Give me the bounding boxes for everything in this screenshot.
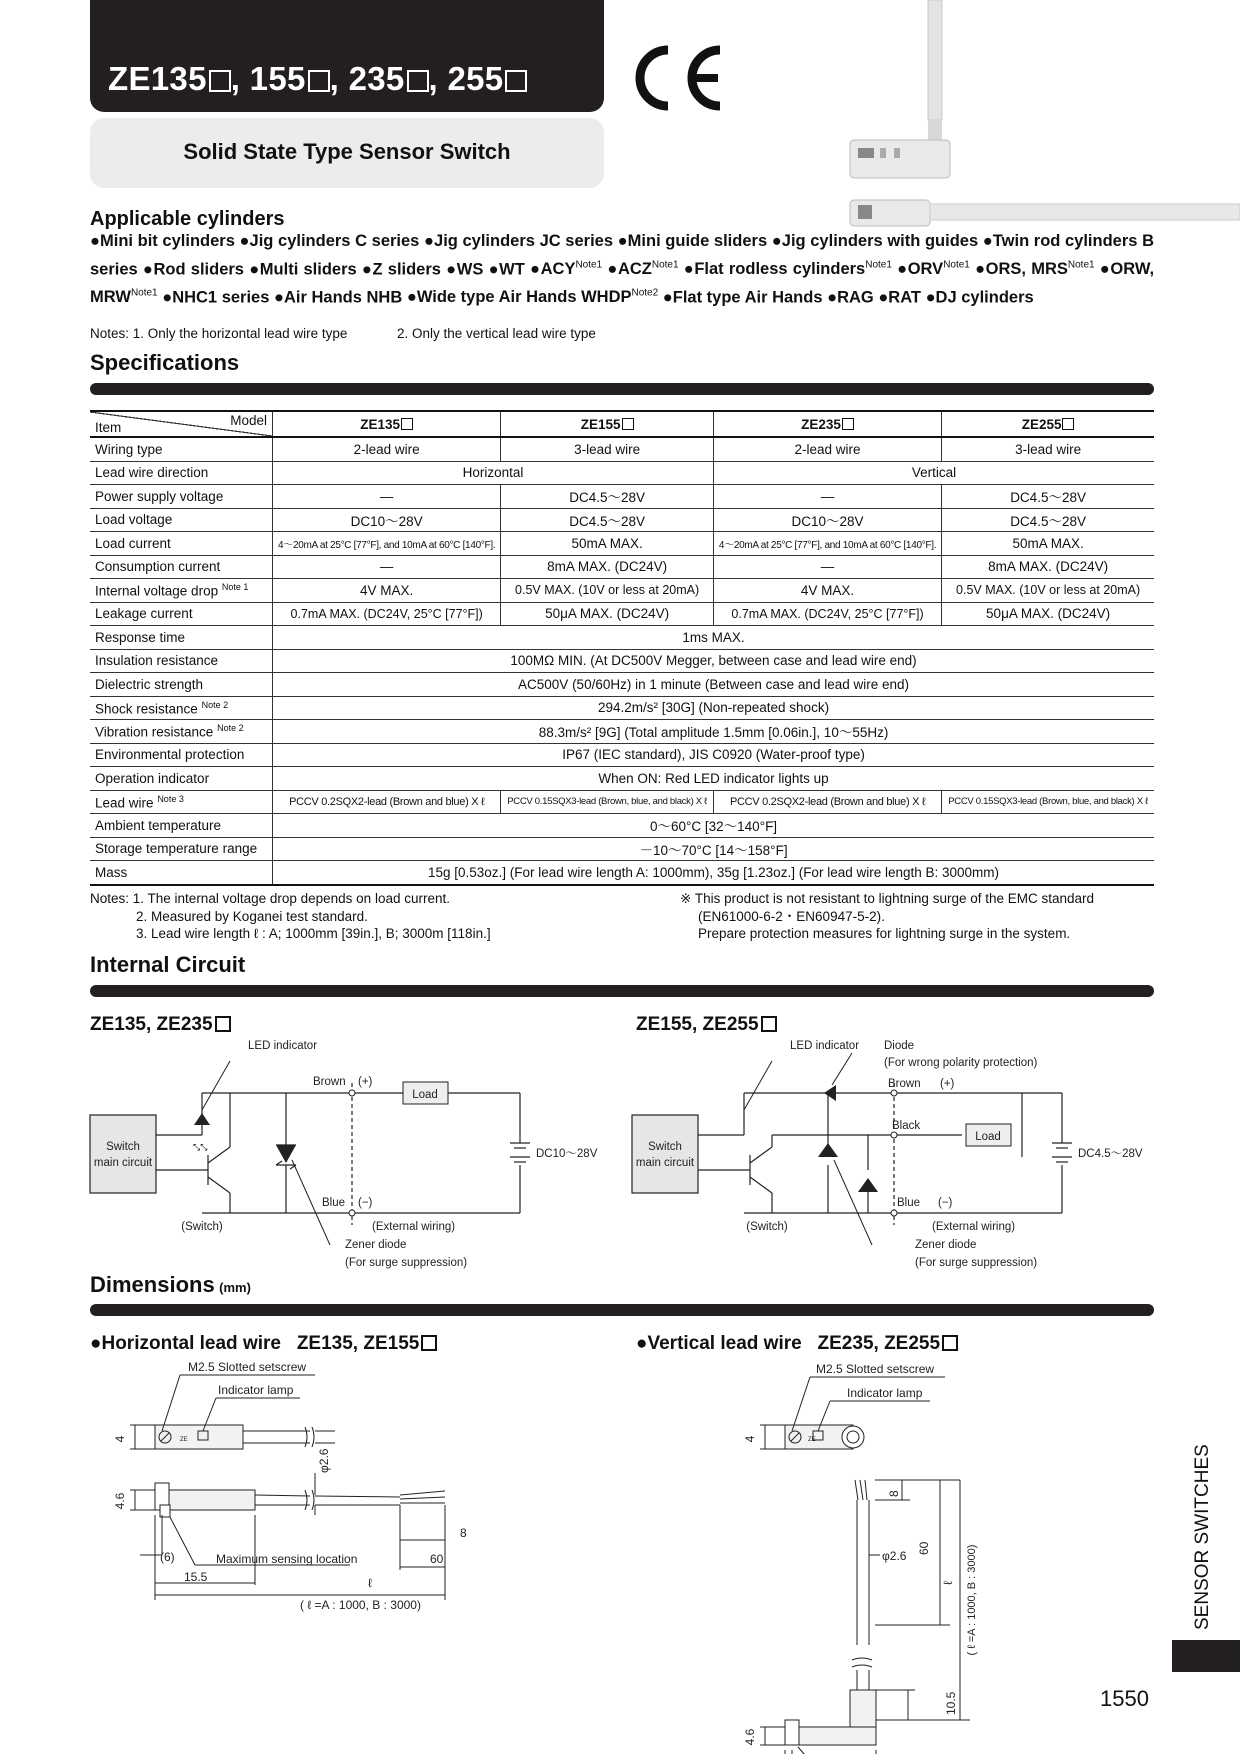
list-item: ●Mini bit cylinders [90,232,235,250]
applicable-list [90,230,1154,310]
svg-text:M2.5 Slotted setscrew: M2.5 Slotted setscrew [816,1362,935,1376]
table-row: Ambient temperature 0～60°C [32～140°F] [90,814,1154,838]
svg-text:( ℓ =A : 1000, B : 3000): ( ℓ =A : 1000, B : 3000) [300,1598,421,1612]
spec-notes-right: ※ This product is not resistant to lightning surge of the EMC standard (EN61000-6-2・EN60947-5-2). Prepare protection measures for lightning surge in the system. [680,891,1095,941]
svg-text:10.5: 10.5 [944,1691,958,1715]
svg-text:(For surge suppression): (For surge suppression) [345,1257,468,1269]
svg-text:ZE: ZE [180,1437,188,1443]
ce-mark-icon [620,38,730,118]
svg-text:Brown: Brown [888,1078,921,1090]
page-title: ZE135 , 155 , 235 , 255 [108,60,527,98]
header-item: Item [95,420,122,435]
model-header: ZE235 [713,411,941,437]
circuit-diagram-right [632,1035,1172,1275]
svg-text:(For wrong polarity protection: (For wrong polarity protection) [884,1057,1038,1069]
list-item: ●WS [446,260,484,278]
list-item: ●NHC1 series [162,288,270,306]
section-divider [90,985,1154,997]
page-number: 1550 [1100,1686,1149,1711]
svg-text:Indicator lamp: Indicator lamp [847,1386,923,1400]
svg-text:(6): (6) [160,1550,175,1564]
sidebar-tab [1172,1640,1240,1672]
circuit-heading: Internal Circuit [90,952,246,977]
svg-text:Indicator lamp: Indicator lamp [218,1383,294,1397]
list-item: ●DJ cylinders [925,288,1034,306]
list-item: ●Flat type Air Hands [662,288,823,306]
svg-text:M2.5 Slotted setscrew: M2.5 Slotted setscrew [188,1360,307,1374]
svg-text:(Switch): (Switch) [746,1221,788,1233]
svg-text:φ2.6: φ2.6 [882,1549,907,1563]
list-item: $●ACZ^{Note1}$ [607,259,679,278]
svg-text:Zener diode: Zener diode [345,1239,407,1251]
list-item: ●Wide type Air Hands $WHDP^{Note2}$ [406,287,659,306]
table-row: Environmental protection IP67 (IEC standard), JIS C0920 (Water-proof type) [90,743,1154,767]
model-header: ZE155 [501,411,714,437]
svg-text:(For surge suppression): (For surge suppression) [915,1257,1038,1269]
svg-text:(External wiring): (External wiring) [372,1221,456,1233]
model-header: ZE135 [273,411,501,437]
table-row: Mass 15g [0.53oz.] (For lead wire length A: 1000mm), 35g [1.23oz.] (For lead wire length B: 3000mm) [90,861,1154,885]
svg-text:φ2.6: φ2.6 [317,1448,331,1473]
list-item: ●Jig cylinders JC series [424,232,614,250]
svg-text:4: 4 [743,1435,757,1443]
dims-vertical-title: ●Vertical lead wire ZE235, ZE255 [636,1333,958,1355]
applicable-heading: Applicable cylinders [90,208,285,230]
svg-text:15.5: 15.5 [184,1570,208,1584]
table-row: Response time 1ms MAX. [90,626,1154,650]
svg-text:(+): (+) [358,1076,373,1088]
svg-text:4: 4 [113,1435,127,1443]
svg-text:Diode: Diode [884,1040,915,1052]
svg-text:main circuit: main circuit [635,1157,695,1169]
svg-text:(Switch): (Switch) [181,1221,223,1233]
table-row: Lead wire $^{Note 3}$ PCCV 0.2SQX2-lead (Brown and blue) X ℓ PCCV 0.15SQX3-lead (Brown, blue, and black) X ℓ PCCV 0.2SQX2-lead (Brown and blue) X ℓ PCCV 0.15SQX3-lead (Brown, blue, and black) X ℓ [90,790,1154,814]
svg-text:DC4.5～28V: DC4.5～28V [1078,1148,1143,1160]
list-item: ●ORS, $MRS^{Note1}$ [975,259,1095,278]
applicable-note-1: Notes: 1. Only the horizontal lead wire type [90,326,348,341]
svg-text:Brown: Brown [313,1076,346,1088]
table-row: Dielectric strength AC500V (50/60Hz) in 1 minute (Between case and lead wire end) [90,673,1154,697]
circuit-diagram-left [90,1035,630,1275]
svg-text:Switch: Switch [648,1141,682,1153]
table-row: Load voltage DC10～28V DC4.5～28V DC10～28V DC4.5～28V [90,508,1154,532]
svg-text:LED indicator: LED indicator [790,1040,860,1052]
spec-notes-left: Notes: 1. The internal voltage drop depends on load current. 2. Measured by Koganei test standard. 3. Lead wire length ℓ : A; 1000mm [39in.], B; 3000m [118in.] [90,891,491,941]
table-row: Power supply voltage — DC4.5～28V — DC4.5～28V [90,485,1154,509]
header-model: Model [230,413,268,428]
table-row: Shock resistance $^{Note 2}$ 294.2m/s² [30G] (Non-repeated shock) [90,696,1154,720]
circuit-right-title: ZE155, ZE255 [636,1014,777,1036]
list-item: ●Jig cylinders with guides [771,232,979,250]
list-item: $●ACY^{Note1}$ [530,259,603,278]
table-header-row [90,411,1154,437]
specifications-heading: Specifications [90,350,240,375]
svg-text:DC10～28V: DC10～28V [536,1148,598,1160]
list-item: $●ORV^{Note1}$ [897,259,970,278]
product-photo [850,0,1240,225]
horizontal-drawing [100,1355,520,1615]
model-header: ZE255 [942,411,1154,437]
svg-text:Blue: Blue [897,1197,921,1209]
list-item: ●Mini guide sliders [617,232,768,250]
list-item: ●RAG [827,288,874,306]
vertical-drawing [730,1355,1030,1746]
svg-text:(External wiring): (External wiring) [932,1221,1016,1233]
svg-text:Load: Load [412,1089,438,1101]
svg-text:Black: Black [892,1120,921,1132]
sidebar-label: SENSOR SWITCHES [1192,1444,1213,1630]
section-divider [90,383,1154,395]
table-row: Leakage current 0.7mA MAX. (DC24V, 25°C [77°F]) 50μA MAX. (DC24V) 0.7mA MAX. (DC24V, 25°C [77°F]) 50μA MAX. (DC24V) [90,602,1154,626]
table-row: Operation indicator When ON: Red LED indicator lights up [90,767,1154,791]
svg-text:Load: Load [975,1131,1001,1143]
svg-text:main circuit: main circuit [93,1157,153,1169]
list-item: ●Air Hands NHB [274,288,403,306]
table-row: Insulation resistance 100MΩ MIN. (At DC500V Megger, between case and lead wire end) [90,649,1154,673]
svg-text:4.6: 4.6 [743,1728,757,1746]
table-row: Vibration resistance $^{Note 2}$ 88.3m/s² [9G] (Total amplitude 1.5mm [0.06in.], 10～55Hz) [90,720,1154,744]
svg-text:LED indicator: LED indicator [248,1040,318,1052]
list-item: ●WT [488,260,525,278]
list-item: ●ORW, $MRW^{Note1}$ [90,260,1155,306]
list-item: ●Z sliders [361,260,441,278]
svg-text:Zener diode: Zener diode [915,1239,977,1251]
list-item: ●Multi sliders [249,260,357,278]
svg-text:( ℓ =A : 1000, B : 3000): ( ℓ =A : 1000, B : 3000) [966,1544,978,1656]
svg-text:(−): (−) [358,1197,373,1209]
section-divider [90,1304,1154,1316]
circuit-left-title: ZE135, ZE235 [90,1014,231,1036]
table-row: Wiring type 2-lead wire 3-lead wire 2-lead wire 3-lead wire [90,437,1154,461]
page-subtitle: Solid State Type Sensor Switch [183,139,511,164]
list-item: ●Twin rod cylinders B series [90,232,1154,278]
svg-text:8: 8 [887,1490,901,1497]
table-row: Consumption current — 8mA MAX. (DC24V) — 8mA MAX. (DC24V) [90,555,1154,579]
table-row: Lead wire direction Horizontal Vertical [90,461,1154,485]
svg-text:⤡⤡: ⤡⤡ [193,1142,208,1152]
svg-text:Switch: Switch [106,1141,140,1153]
svg-text:ZE: ZE [808,1437,816,1443]
list-item: ●Jig cylinders C series [239,232,420,250]
svg-text:60: 60 [430,1552,444,1566]
table-row: Internal voltage drop $^{Note 1}$ 4V MAX. 0.5V MAX. (10V or less at 20mA) 4V MAX. 0.5V MAX. (10V or less at 20mA) [90,579,1154,603]
svg-text:(+): (+) [940,1078,955,1090]
table-row: Storage temperature range －10～70°C [14～158°F] [90,837,1154,861]
svg-text:8: 8 [460,1526,467,1540]
list-item: ●Rod sliders [142,260,244,278]
dims-horizontal-title: ●Horizontal lead wire ZE135, ZE155 [90,1333,437,1355]
svg-text:(−): (−) [938,1197,953,1209]
svg-text:60: 60 [917,1541,931,1555]
specifications-table [90,410,1154,886]
list-item: ●Flat rodless cylinders$^{Note1}$ [683,259,892,278]
list-item: ●RAT [878,288,921,306]
svg-text:ℓ: ℓ [368,1576,372,1590]
svg-text:4.6: 4.6 [113,1492,127,1510]
applicable-note-2: 2. Only the vertical lead wire type [397,326,596,341]
svg-text:Blue: Blue [322,1197,346,1209]
svg-text:ℓ: ℓ [941,1581,955,1585]
svg-text:Maximum sensing location: Maximum sensing location [216,1552,358,1566]
table-row: Load current 4～20mA at 25°C [77°F], and 10mA at 60°C [140°F]. 50mA MAX. 4～20mA at 25°C [77°F], and 10mA at 60°C [140°F]. 50mA MAX. [90,532,1154,556]
dimensions-heading: Dimensions (mm) [90,1272,251,1297]
